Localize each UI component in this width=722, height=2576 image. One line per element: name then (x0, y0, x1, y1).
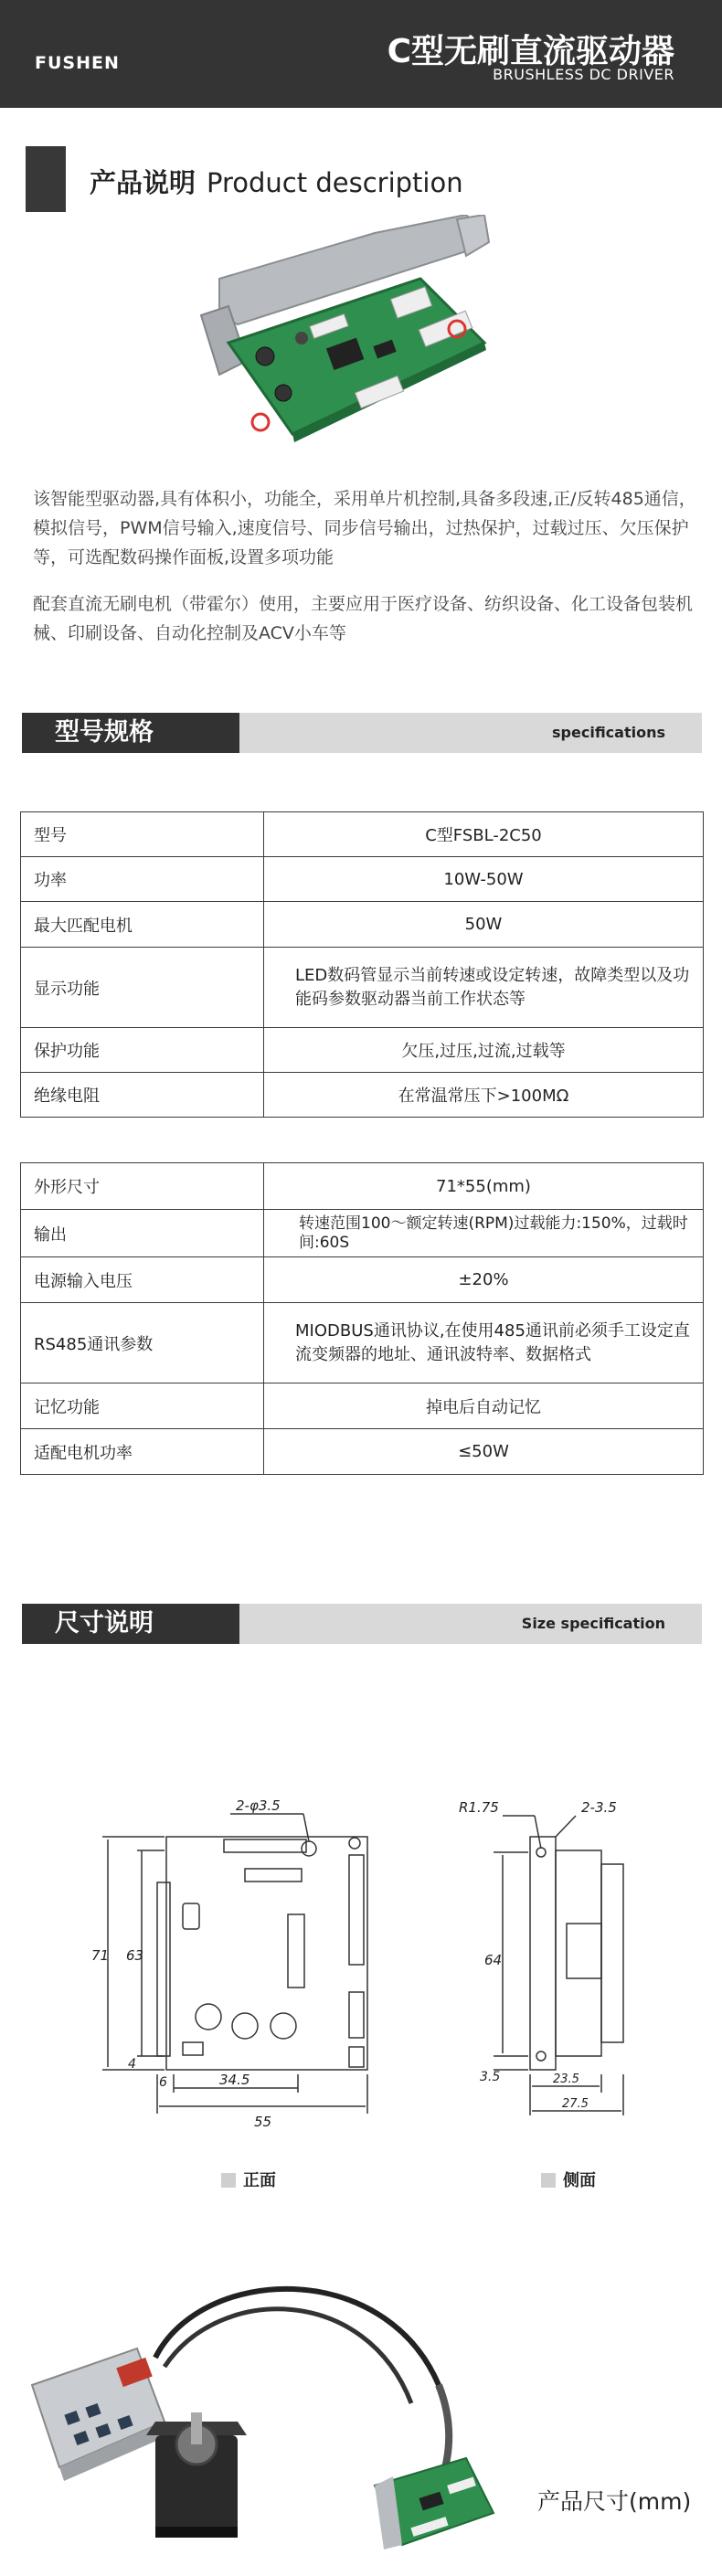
table-row (21, 1383, 704, 1429)
table-row (21, 812, 704, 857)
spec-label: 电源输入电压 (21, 1257, 264, 1303)
table-row (21, 1257, 704, 1303)
table-row (21, 902, 704, 948)
dim-27-5: 27.5 (562, 2097, 589, 2111)
driver-board-photo (192, 215, 503, 466)
product-kit-photo (18, 2248, 530, 2568)
spec-value: 在常温常压下>100MΩ (264, 1073, 704, 1118)
spec-value: ±20% (264, 1257, 704, 1303)
dim-34-5: 34.5 (219, 2072, 250, 2088)
table-row (21, 948, 704, 1028)
table-row (21, 1303, 704, 1383)
front-view-caption (221, 2168, 276, 2191)
table-row (21, 1210, 704, 1257)
caption-square-icon (221, 2173, 236, 2188)
product-description-paragraph-2: 配套直流无刷电机（带霍尔）使用，主要应用于医疗设备、纺织设备、化工设备包装机械、印刷设备、自动化控制及ACV小车等 (33, 594, 694, 643)
section-title-en: Product description (207, 167, 463, 198)
front-caption-text: 正面 (243, 2171, 276, 2190)
spec-label: 输出 (21, 1210, 264, 1257)
dim-holes: 2-3.5 (581, 1799, 617, 1816)
brand-name: FUSHEN (35, 53, 120, 73)
product-size-label: 产品尺寸(mm) (537, 2488, 692, 2515)
spec-label: 最大匹配电机 (21, 902, 264, 948)
spec-label: 适配电机功率 (21, 1429, 264, 1475)
section-header-size-specification (22, 1604, 702, 1644)
spec-value: 掉电后自动记忆 (264, 1383, 704, 1429)
caption-square-icon (541, 2173, 556, 2188)
table-row (21, 1073, 704, 1118)
dim-23-5: 23.5 (553, 2072, 579, 2086)
dim-55: 55 (254, 2114, 272, 2130)
spec-table-1 (20, 811, 704, 1118)
dim-64: 64 (484, 1952, 503, 1968)
front-view-drawing (64, 1796, 393, 2143)
spec-value: 欠压,过压,过流,过载等 (264, 1028, 704, 1073)
spec-label: RS485通讯参数 (21, 1303, 264, 1383)
spec-label: 显示功能 (21, 948, 264, 1028)
side-caption-text: 侧面 (563, 2171, 596, 2190)
dim-radius: R1.75 (459, 1799, 499, 1816)
page-header (0, 0, 722, 108)
spec-label: 记忆功能 (21, 1383, 264, 1429)
spec-label: 外形尺寸 (21, 1163, 264, 1210)
spec-label: 保护功能 (21, 1028, 264, 1073)
dim-71: 71 (91, 1947, 110, 1964)
page-title: C型无刷直流驱动器 (387, 33, 674, 70)
spec-value: 10W-50W (264, 857, 704, 902)
spec-value: LED数码管显示当前转速或设定转速，故障类型以及功能码参数驱动器当前工作状态等 (264, 948, 704, 1028)
dim-63: 63 (126, 1947, 144, 1964)
table-row (21, 1028, 704, 1073)
section-header-specifications (22, 713, 702, 753)
section-accent-bar (26, 146, 66, 212)
section-title-product-description (90, 163, 463, 200)
side-view-caption (541, 2168, 596, 2191)
spec-label: 功率 (21, 857, 264, 902)
page-subtitle: BRUSHLESS DC DRIVER (493, 66, 674, 83)
product-description-paragraph-1: 该智能型驱动器,具有体积小，功能全，采用单片机控制,具备多段速,正/反转485通信，模拟信号，PWM信号输入,速度信号、同步信号输出，过热保护，过载过压、欠压保护等，可选配数码操作面板,设置多项功能 (33, 489, 696, 567)
spec-label: 型号 (21, 812, 264, 857)
spec-value: MIODBUS通讯协议,在使用485通讯前必须手工设定直流变频器的地址、通讯波特率、数据格式 (264, 1303, 704, 1383)
section-title-en: specifications (552, 724, 665, 741)
spec-value: C型FSBL-2C50 (264, 812, 704, 857)
spec-table-2 (20, 1162, 704, 1475)
spec-value: 50W (264, 902, 704, 948)
table-row (21, 857, 704, 902)
table-row (21, 1429, 704, 1475)
dim-4: 4 (128, 2057, 136, 2072)
section-title-cn: 型号规格 (22, 713, 239, 753)
side-view-drawing (430, 1796, 658, 2143)
spec-value: 71*55(mm) (264, 1163, 704, 1210)
spec-value: 转速范围100～额定转速(RPM)过载能力:150%，过载时间:60S (264, 1210, 704, 1257)
spec-label: 绝缘电阻 (21, 1073, 264, 1118)
spec-value: ≤50W (264, 1429, 704, 1475)
dim-3-5: 3.5 (480, 2070, 501, 2084)
section-title-cn: 产品说明 (90, 167, 196, 198)
table-row (21, 1163, 704, 1210)
section-title-en: Size specification (521, 1615, 665, 1632)
section-title-cn: 尺寸说明 (22, 1604, 239, 1644)
dim-holes: 2-φ3.5 (236, 1797, 281, 1814)
dim-6: 6 (159, 2075, 167, 2090)
